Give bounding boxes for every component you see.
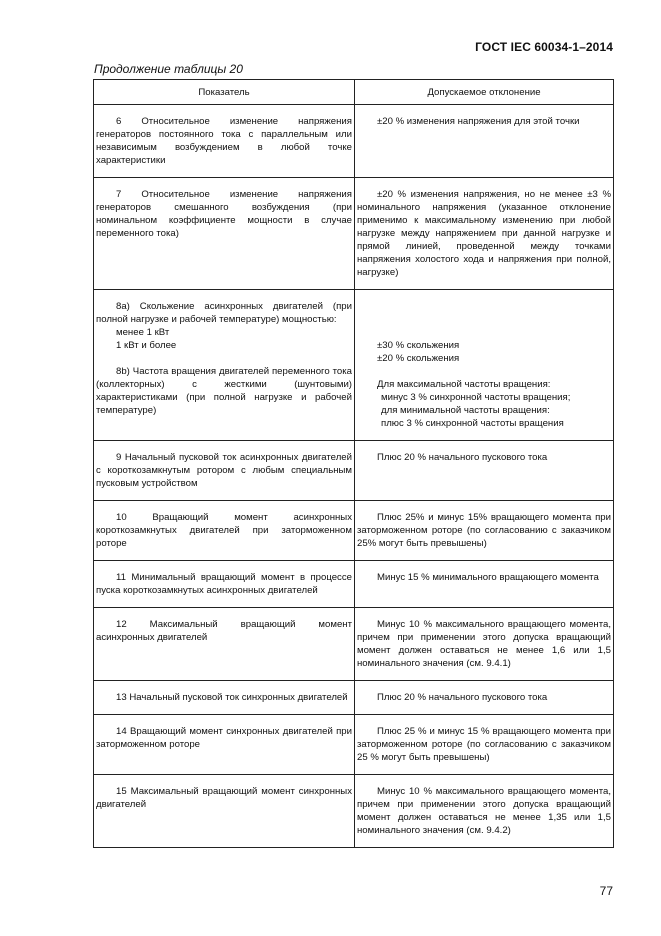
tolerance-text: ±20 % изменения напряжения, но не менее ±3 % номинального напряжения (указанное отклонение применимо к максимальному изменению при любой нагрузке между напряжением при данной нагрузке и прямой линией, проведенной между точками напряжения холостого хода и напряжения при полной, нагрузке) [357, 189, 611, 278]
tolerance-cell [355, 608, 614, 681]
indicator-text: 13 Начальный пусковой ток синхронных двигателей [116, 692, 348, 703]
indicator-cell [94, 608, 355, 681]
tolerance-cell [355, 105, 614, 178]
indicator-subitem: менее 1 кВт [116, 327, 170, 338]
tolerance-cell [355, 775, 614, 848]
standard-code: ГОСТ IEC 60034-1–2014 [475, 40, 613, 54]
indicator-cell [94, 715, 355, 775]
tolerance-cell [355, 715, 614, 775]
indicator-cell [94, 775, 355, 848]
tolerance-cell [355, 681, 614, 715]
indicator-text: 7 Относительное изменение напряжения генераторов смешанного возбуждения (при номинальном коэффициенте мощности в случае переменного тока) [96, 189, 352, 239]
tolerance-text: минус 3 % синхронной частоты вращения; [381, 392, 571, 403]
tolerance-text: ±30 % скольжения [377, 340, 460, 351]
table-header-row [94, 80, 614, 105]
indicator-text: 6 Относительное изменение напряжения генераторов постоянного тока с параллельным или независимым возбуждением в любой точке характеристики [96, 116, 352, 166]
tolerance-text: Минус 10 % максимального вращающего момента, причем при применении этого допуска вращающий момент должен оставаться не менее 1,6 или 1,5 номинального значения (см. 9.4.1) [357, 619, 611, 669]
indicator-cell [94, 290, 355, 441]
tolerance-cell [355, 290, 614, 441]
indicator-cell [94, 441, 355, 501]
column-header-tolerance: Допускаемое отклонение [355, 80, 614, 105]
tolerance-text: для минимальной частоты вращения: [381, 405, 550, 416]
tolerance-text: Для максимальной частоты вращения: [377, 379, 551, 390]
indicator-text: 12 Максимальный вращающий момент асинхронных двигателей [96, 619, 352, 643]
table-row [94, 501, 614, 561]
table-row [94, 608, 614, 681]
indicator-text: 8a) Скольжение асинхронных двигателей (при полной нагрузке и рабочей температуре) мощностью: [96, 301, 352, 325]
indicator-subitem: 1 кВт и более [116, 340, 177, 351]
tolerance-table [93, 79, 614, 848]
indicator-text: 10 Вращающий момент асинхронных короткозамкнутых двигателей при заторможенном роторе [96, 512, 352, 549]
indicator-text: 15 Максимальный вращающий момент синхронных двигателей [96, 786, 352, 810]
tolerance-text: Плюс 25% и минус 15% вращающего момента при заторможенном роторе (по согласованию с заказчиком 25% могут быть превышены) [357, 512, 611, 549]
indicator-cell [94, 178, 355, 290]
tolerance-cell [355, 561, 614, 608]
tolerance-text: плюс 3 % синхронной частоты вращения [381, 418, 564, 429]
table-row [94, 561, 614, 608]
table-row [94, 178, 614, 290]
tolerance-text: Плюс 20 % начального пускового тока [377, 452, 548, 463]
table-row [94, 105, 614, 178]
indicator-text: 8b) Частота вращения двигателей переменного тока (коллекторных) с жесткими (шунтовыми) характеристиками (при полной нагрузке и рабочей температуре) [96, 366, 352, 416]
tolerance-text: ±20 % изменения напряжения для этой точки [377, 116, 580, 127]
tolerance-cell [355, 178, 614, 290]
table-continuation-label: Продолжение таблицы 20 [94, 62, 243, 76]
table-row [94, 715, 614, 775]
indicator-text: 11 Минимальный вращающий момент в процессе пуска короткозамкнутых асинхронных двигателей [96, 572, 352, 596]
indicator-text: 14 Вращающий момент синхронных двигателей при заторможенном роторе [96, 726, 352, 750]
indicator-cell [94, 561, 355, 608]
tolerance-cell [355, 501, 614, 561]
indicator-cell [94, 105, 355, 178]
table-row [94, 681, 614, 715]
table-row [94, 441, 614, 501]
tolerance-text: Плюс 25 % и минус 15 % вращающего момента при заторможенном роторе (по согласованию с заказчиком 25 % могут быть превышены) [357, 726, 611, 763]
tolerance-cell [355, 441, 614, 501]
indicator-cell [94, 501, 355, 561]
tolerance-text: Минус 15 % минимального вращающего момента [377, 572, 599, 583]
page-number: 77 [599, 884, 613, 898]
indicator-cell [94, 681, 355, 715]
column-header-indicator: Показатель [94, 80, 355, 105]
tolerance-text: ±20 % скольжения [377, 353, 460, 364]
tolerance-text: Плюс 20 % начального пускового тока [377, 692, 548, 703]
tolerance-text: Минус 10 % максимального вращающего момента, причем при применении этого допуска вращающий момент должен оставаться не менее 1,35 или 1,5 номинального значения (см. 9.4.2) [357, 786, 611, 836]
table-row [94, 775, 614, 848]
indicator-text: 9 Начальный пусковой ток асинхронных двигателей с короткозамкнутым ротором с любым специальным пусковым устройством [96, 452, 352, 489]
table-row [94, 290, 614, 441]
